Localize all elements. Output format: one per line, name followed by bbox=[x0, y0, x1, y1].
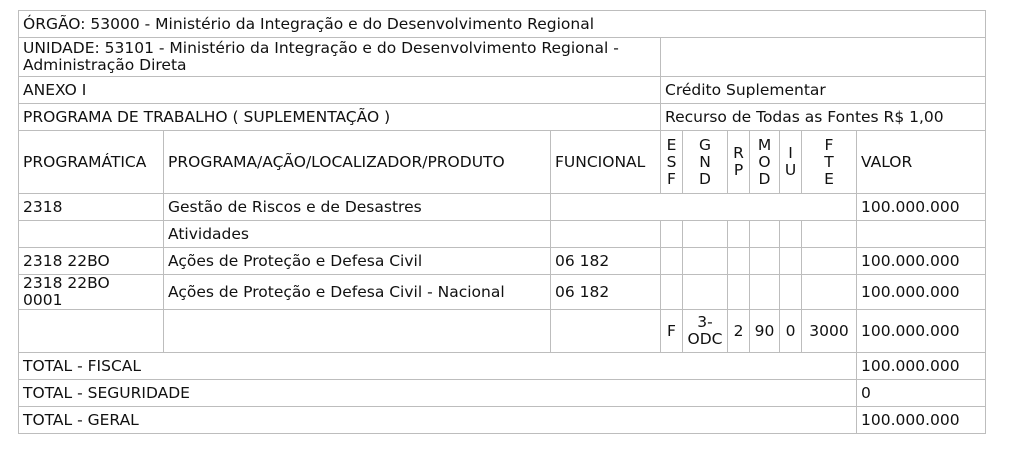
total-seguridade-label: TOTAL - SEGURIDADE bbox=[19, 380, 857, 407]
valor-cell: 100.000.000 bbox=[857, 248, 986, 275]
orgao-cell: ÓRGÃO: 53000 - Ministério da Integração e do Desenvolvimento Regional bbox=[19, 11, 986, 38]
funcional-cell: 06 182 bbox=[551, 248, 661, 275]
empty-cell bbox=[164, 310, 551, 353]
orgao-row bbox=[19, 11, 986, 38]
total-fiscal-label: TOTAL - FISCAL bbox=[19, 353, 857, 380]
empty-cell bbox=[780, 221, 802, 248]
total-geral-valor: 100.000.000 bbox=[857, 407, 986, 434]
empty-cell bbox=[750, 248, 780, 275]
empty-cell bbox=[802, 221, 857, 248]
programatica-cell: 2318 22BO 0001 bbox=[19, 275, 164, 310]
total-fiscal-row bbox=[19, 353, 986, 380]
empty-cell bbox=[683, 248, 728, 275]
unidade-line2: Administração Direta bbox=[23, 56, 187, 74]
unidade-empty-cell bbox=[661, 38, 986, 77]
gnd-cell: 3- ODC bbox=[683, 310, 728, 353]
empty-cell bbox=[857, 221, 986, 248]
anexo-cell: ANEXO I bbox=[19, 77, 661, 104]
empty-cell bbox=[551, 221, 661, 248]
empty-cell bbox=[683, 275, 728, 310]
atividades-cell: Atividades bbox=[164, 221, 551, 248]
total-fiscal-valor: 100.000.000 bbox=[857, 353, 986, 380]
table-row bbox=[19, 310, 986, 353]
header-programa: PROGRAMA/AÇÃO/LOCALIZADOR/PRODUTO bbox=[164, 131, 551, 194]
empty-cell bbox=[551, 310, 661, 353]
total-geral-label: TOTAL - GERAL bbox=[19, 407, 857, 434]
unidade-cell bbox=[19, 38, 661, 77]
programa-trabalho-row bbox=[19, 104, 986, 131]
credito-cell: Crédito Suplementar bbox=[661, 77, 986, 104]
esf-cell: F bbox=[661, 310, 683, 353]
programatica-cell: 2318 bbox=[19, 194, 164, 221]
table-row bbox=[19, 221, 986, 248]
total-geral-row bbox=[19, 407, 986, 434]
total-seguridade-valor: 0 bbox=[857, 380, 986, 407]
empty-cell bbox=[728, 248, 750, 275]
empty-cell bbox=[750, 275, 780, 310]
descricao-cell: Ações de Proteção e Defesa Civil - Nacional bbox=[164, 275, 551, 310]
valor-cell: 100.000.000 bbox=[857, 194, 986, 221]
header-iu: I U bbox=[780, 131, 802, 194]
descricao-cell: Gestão de Riscos e de Desastres bbox=[164, 194, 551, 221]
fte-cell: 3000 bbox=[802, 310, 857, 353]
anexo-row bbox=[19, 77, 986, 104]
header-fte: F T E bbox=[802, 131, 857, 194]
header-mod: M O D bbox=[750, 131, 780, 194]
valor-cell: 100.000.000 bbox=[857, 275, 986, 310]
table-row bbox=[19, 194, 986, 221]
empty-cell bbox=[780, 248, 802, 275]
header-gnd: G N D bbox=[683, 131, 728, 194]
mod-cell: 90 bbox=[750, 310, 780, 353]
empty-cell bbox=[661, 275, 683, 310]
programatica-cell: 2318 22BO bbox=[19, 248, 164, 275]
empty-cell bbox=[661, 248, 683, 275]
funcional-cell: 06 182 bbox=[551, 275, 661, 310]
header-esf: E S F bbox=[661, 131, 683, 194]
empty-cell bbox=[19, 221, 164, 248]
empty-cell bbox=[802, 275, 857, 310]
total-seguridade-row bbox=[19, 380, 986, 407]
empty-cell bbox=[19, 310, 164, 353]
header-rp: R P bbox=[728, 131, 750, 194]
header-valor: VALOR bbox=[857, 131, 986, 194]
programa-trabalho-cell: PROGRAMA DE TRABALHO ( SUPLEMENTAÇÃO ) bbox=[19, 104, 661, 131]
header-funcional: FUNCIONAL bbox=[551, 131, 661, 194]
empty-cell bbox=[780, 275, 802, 310]
empty-cell bbox=[728, 275, 750, 310]
empty-cell bbox=[551, 194, 857, 221]
rp-cell: 2 bbox=[728, 310, 750, 353]
iu-cell: 0 bbox=[780, 310, 802, 353]
table-row bbox=[19, 275, 986, 310]
column-header-row bbox=[19, 131, 986, 194]
empty-cell bbox=[802, 248, 857, 275]
valor-cell: 100.000.000 bbox=[857, 310, 986, 353]
empty-cell bbox=[661, 221, 683, 248]
unidade-row bbox=[19, 38, 986, 77]
empty-cell bbox=[683, 221, 728, 248]
header-programatica: PROGRAMÁTICA bbox=[19, 131, 164, 194]
empty-cell bbox=[728, 221, 750, 248]
empty-cell bbox=[750, 221, 780, 248]
table-row bbox=[19, 248, 986, 275]
descricao-cell: Ações de Proteção e Defesa Civil bbox=[164, 248, 551, 275]
unidade-line1: UNIDADE: 53101 - Ministério da Integração e do Desenvolvimento Regional - bbox=[23, 39, 619, 57]
recurso-cell: Recurso de Todas as Fontes R$ 1,00 bbox=[661, 104, 986, 131]
budget-table bbox=[18, 10, 986, 434]
